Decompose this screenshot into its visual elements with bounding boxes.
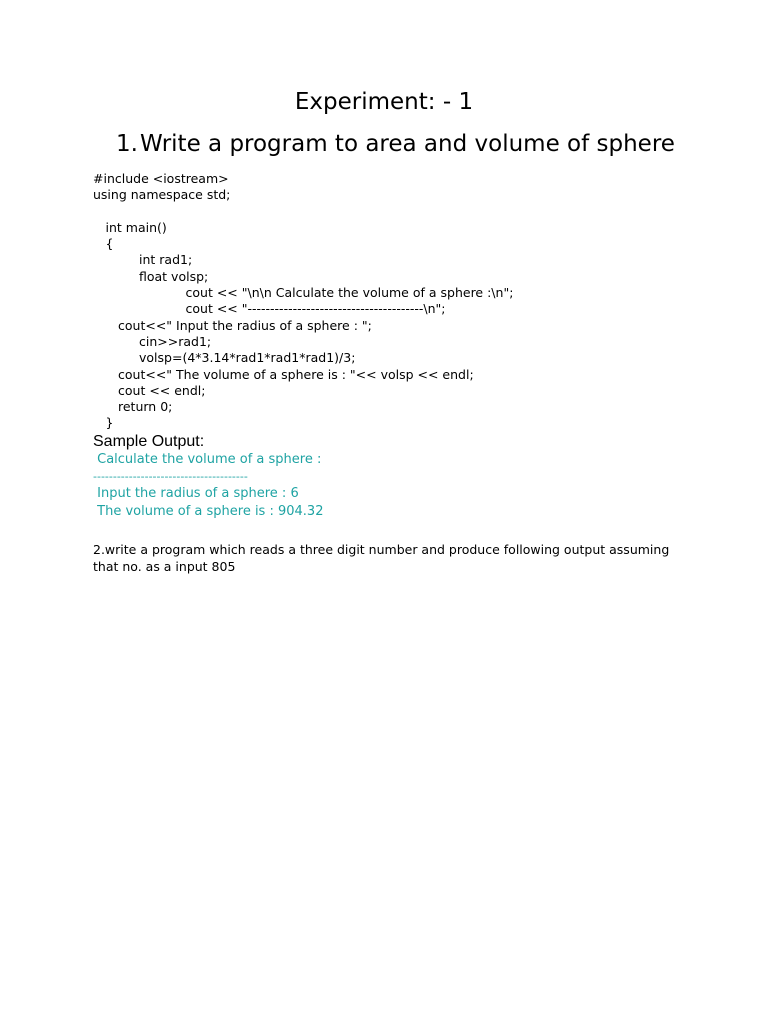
output-line-volume: The volume of a sphere is : 904.32 bbox=[93, 504, 324, 519]
code-line: cout<<" The volume of a sphere is : "<< volsp << endl; bbox=[118, 366, 474, 382]
code-line: return 0; bbox=[118, 399, 173, 415]
code-line: cout << endl; bbox=[118, 382, 206, 398]
question-1-text: Write a program to area and volume of sphere bbox=[140, 131, 675, 157]
experiment-title: Experiment: - 1 bbox=[294, 89, 474, 115]
code-line: using namespace std; bbox=[93, 187, 231, 203]
code-line: int main() bbox=[105, 219, 167, 235]
output-line-input-radius: Input the radius of a sphere : 6 bbox=[93, 486, 299, 501]
code-line: { bbox=[105, 236, 114, 252]
code-line: cout << "\n\n Calculate the volume of a sphere :\n"; bbox=[185, 285, 514, 301]
code-line bbox=[93, 204, 733, 220]
code-line: int rad1; bbox=[139, 252, 193, 268]
code-line: #include <iostream> bbox=[93, 171, 229, 186]
code-line: cout<<" Input the radius of a sphere : "; bbox=[118, 317, 372, 333]
code-line: float volsp; bbox=[139, 268, 209, 284]
sample-output-block bbox=[93, 451, 323, 521]
question-2: 2.write a program which reads a three digit number and produce following output assuming that no. as a input 805 bbox=[93, 542, 670, 574]
question-1-number: 1. bbox=[116, 131, 138, 157]
code-line: volsp=(4*3.14*rad1*rad1*rad1)/3; bbox=[139, 350, 356, 366]
question-1 bbox=[116, 130, 675, 158]
code-line: } bbox=[105, 415, 114, 431]
code-listing bbox=[93, 171, 733, 432]
output-line-calculate: Calculate the volume of a sphere : bbox=[93, 452, 322, 467]
code-line: cout << "---------------------------------------\n"; bbox=[185, 301, 446, 317]
sample-output-heading: Sample Output: bbox=[93, 433, 205, 450]
output-line-dashes: --------------------------------------- bbox=[93, 470, 248, 483]
code-line: cin>>rad1; bbox=[139, 333, 212, 349]
